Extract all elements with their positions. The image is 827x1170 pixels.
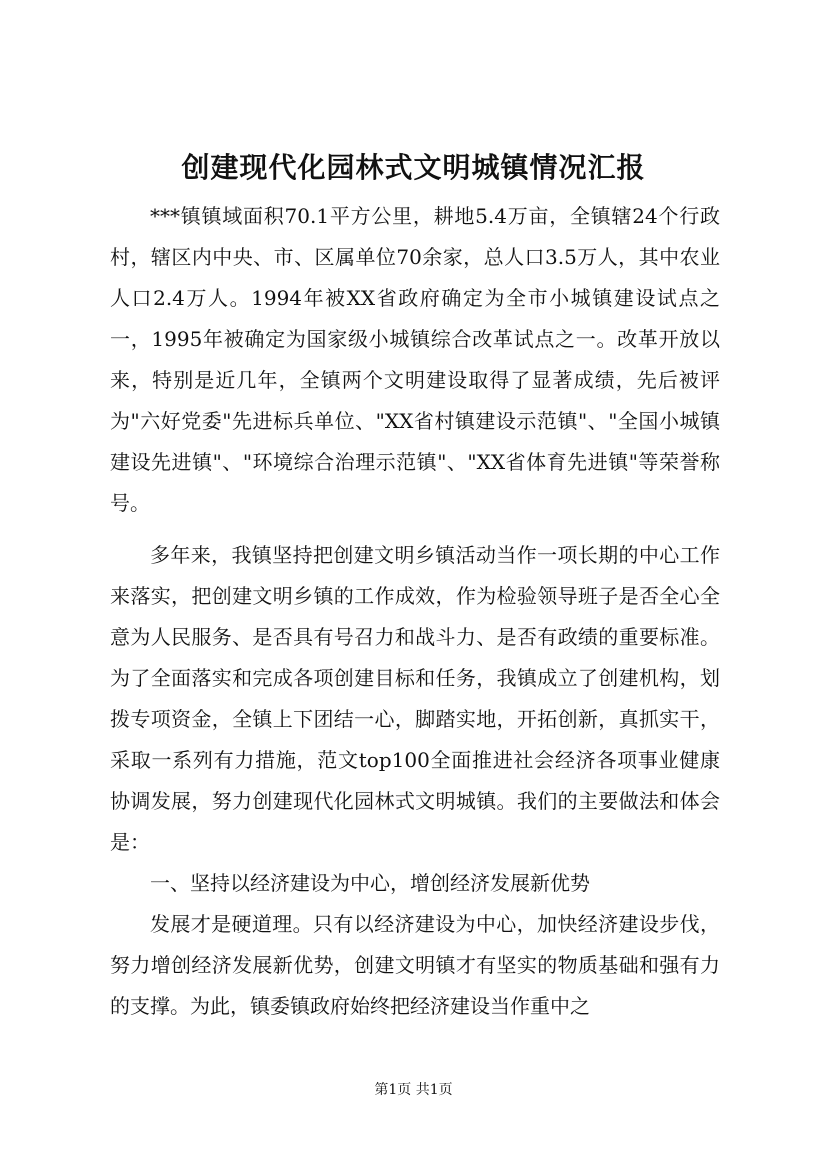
paragraph-town-overview: ***镇镇域面积70.1平方公里，耕地5.4万亩，全镇辖24个行政村，辖区内中央、市、区属单位70余家，总人口3.5万人，其中农业人口2.4万人。1994年被XX省政府确定为全市小城镇建设试点之一，1995年被确定为国家级小城镇综合改革试点之一。改革开放以来，特别是近几年，全镇两个文明建设取得了显著成绩，先后被评为"六好党委"先进标兵单位、"XX省村镇建设示范镇"、"全国小城镇建设先进镇"、"环境综合治理示范镇"、"XX省体育先进镇"等荣誉称号。 <box>110 204 720 515</box>
section-heading-economy: 一、坚持以经济建设为中心，增创经济发展新优势 <box>150 871 590 895</box>
document-title: 创建现代化园林式文明城镇情况汇报 <box>181 151 646 184</box>
paragraph-development: 发展才是硬道理。只有以经济建设为中心，加快经济建设步伐，努力增创经济发展新优势，创建文明镇才有坚实的物质基础和强有力的支撑。为此，镇委镇政府始终把经济建设当作重中之 <box>110 912 720 1018</box>
document-body <box>110 196 720 1027</box>
paragraph-creation-work: 多年来，我镇坚持把创建文明乡镇活动当作一项长期的中心工作来落实，把创建文明乡镇的工作成效，作为检验领导班子是否全心全意为人民服务、是否具有号召力和战斗力、是否有政绩的重要标准。为了全面落实和完成各项创建目标和任务，我镇成立了创建机构，划拨专项资金，全镇上下团结一心，脚踏实地，开拓创新，真抓实干，采取一系列有力措施，范文top100全面推进社会经济各项事业健康协调发展，努力创建现代化园林式文明城镇。我们的主要做法和体会是： <box>110 543 720 854</box>
page-footer: 第1页 共1页 <box>374 1082 453 1098</box>
